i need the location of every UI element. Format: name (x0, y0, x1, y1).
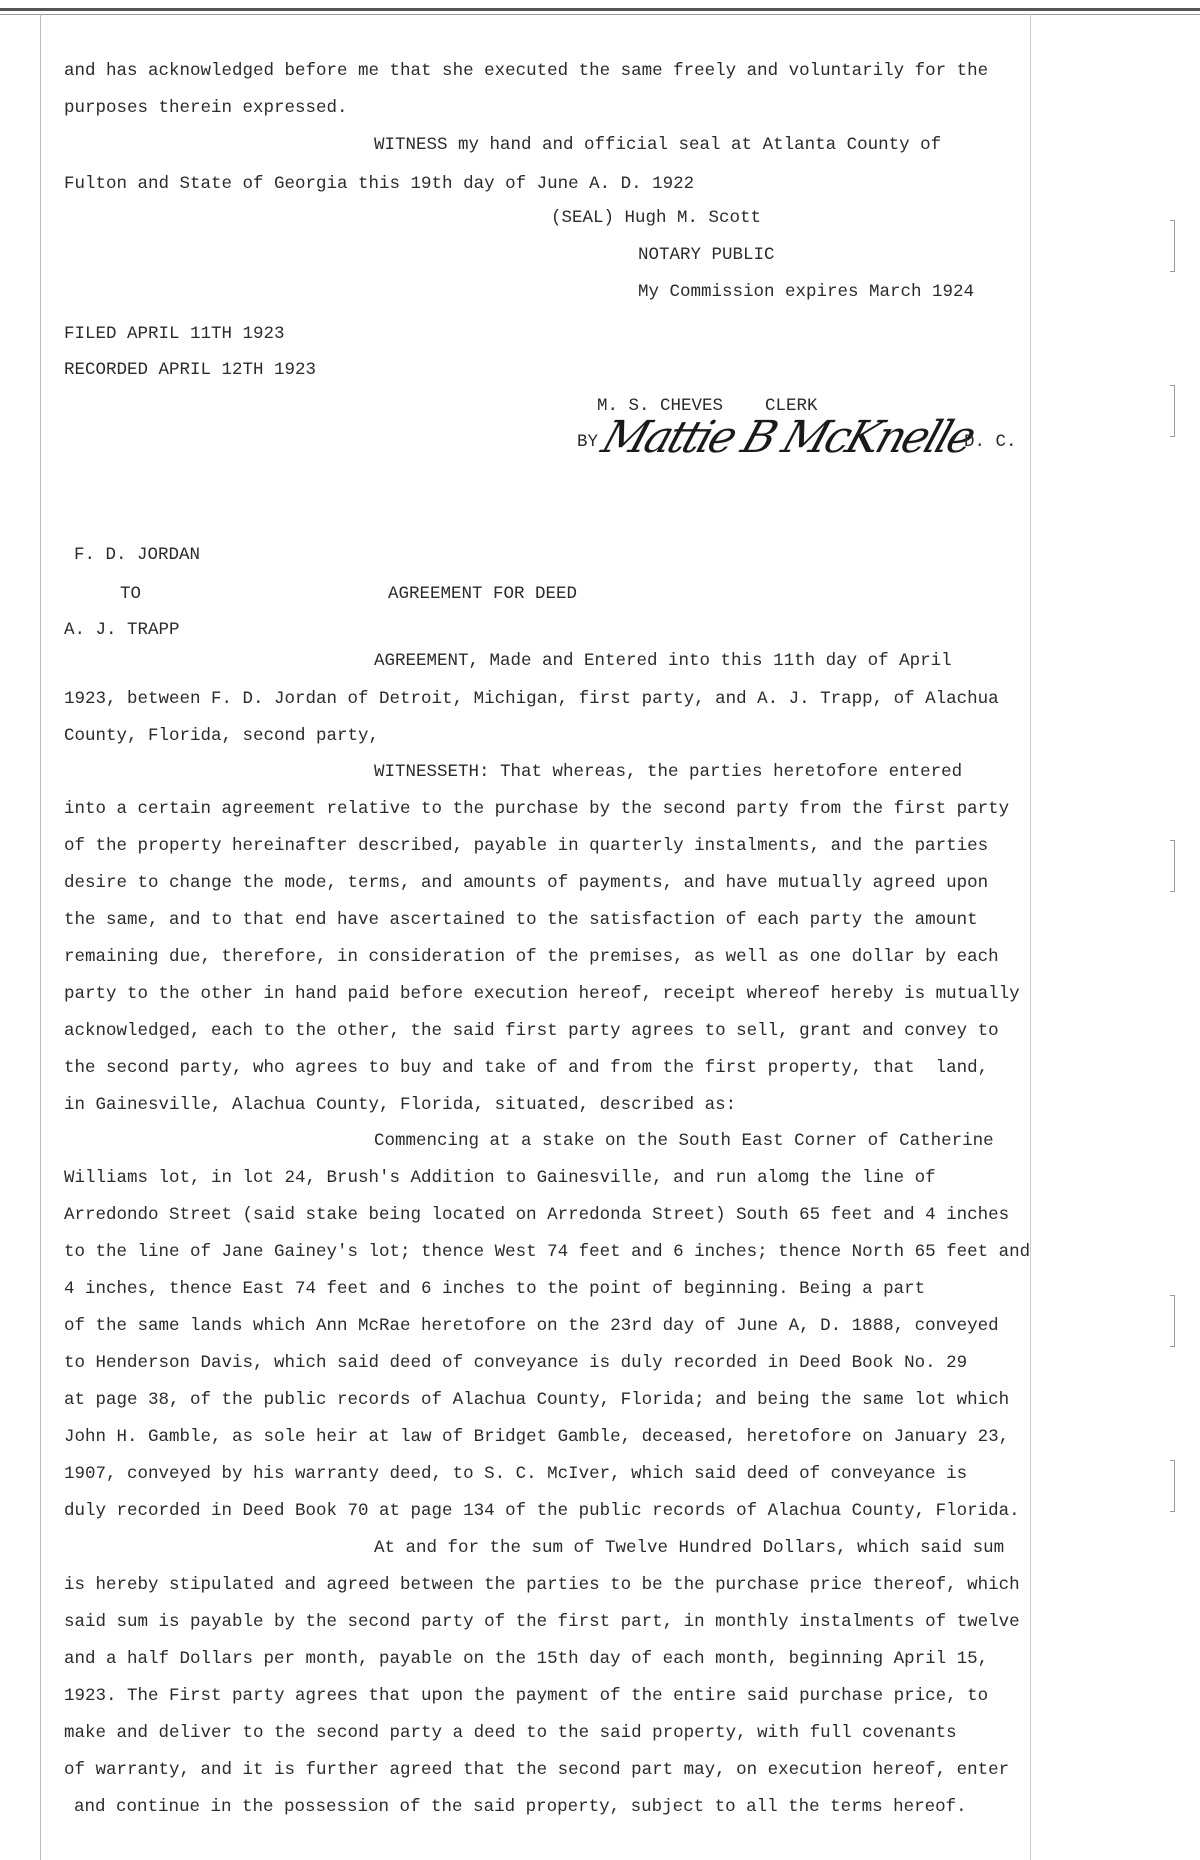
body-line: is hereby stipulated and agreed between the parties to be the purchase price thereof, which (64, 1575, 1020, 1595)
grantor-name: F. D. JORDAN (74, 545, 201, 565)
clerk-signature: Mattie B McKnelle (595, 412, 980, 463)
notary-line: WITNESS my hand and official seal at Atlanta County of (374, 135, 942, 155)
binder-tab-mark (1170, 1460, 1175, 1512)
body-line: party to the other in hand paid before execution hereof, receipt whereof hereby is mutually (64, 984, 1020, 1004)
notary-line: Fulton and State of Georgia this 19th day of June A. D. 1922 (64, 174, 695, 194)
left-margin-rule (40, 14, 41, 1860)
body-line: 1907, conveyed by his warranty deed, to S. C. McIver, which said deed of conveyance is (64, 1464, 968, 1484)
body-line: remaining due, therefore, in consideration of the premises, as well as one dollar by each (64, 947, 999, 967)
body-line: of the same lands which Ann McRae heretofore on the 23rd day of June A, D. 1888, conveyed (64, 1316, 999, 1336)
body-line: make and deliver to the second party a deed to the said property, with full covenants (64, 1723, 957, 1743)
recorded-date: RECORDED APRIL 12TH 1923 (64, 360, 317, 380)
body-line: Arredondo Street (said stake being located on Arredonda Street) South 65 feet and 4 inches (64, 1205, 1010, 1225)
by-label: BY (577, 432, 599, 452)
body-line: 1923. The First party agrees that upon the payment of the entire said purchase price, to (64, 1686, 989, 1706)
body-line: duly recorded in Deed Book 70 at page 134 of the public records of Alachua County, Florida. (64, 1501, 1020, 1521)
body-line: WITNESSETH: That whereas, the parties heretofore entered (374, 762, 963, 782)
notary-seal-signer: (SEAL) Hugh M. Scott (551, 208, 762, 228)
notary-line: and has acknowledged before me that she executed the same freely and voluntarily for the (64, 61, 989, 81)
binder-tab-mark (1170, 220, 1175, 272)
body-line: of warranty, and it is further agreed that the second part may, on execution hereof, enter (64, 1760, 1010, 1780)
body-line: to the line of Jane Gainey's lot; thence West 74 feet and 6 inches; thence North 65 feet and (64, 1242, 1031, 1262)
clerk-name: M. S. CHEVES CLERK (597, 396, 818, 416)
body-line: said sum is payable by the second party of the first part, in monthly instalments of twelve (64, 1612, 1020, 1632)
body-line: Williams lot, in lot 24, Brush's Addition to Gainesville, and run alomg the line of (64, 1168, 936, 1188)
filed-date: FILED APRIL 11TH 1923 (64, 324, 285, 344)
binder-tab-mark (1170, 385, 1175, 437)
body-line: and continue in the possession of the said property, subject to all the terms hereof. (74, 1797, 967, 1817)
body-line: of the property hereinafter described, payable in quarterly instalments, and the parties (64, 836, 989, 856)
body-line: into a certain agreement relative to the purchase by the second party from the first party (64, 799, 1010, 819)
body-line: to Henderson Davis, which said deed of conveyance is duly recorded in Deed Book No. 29 (64, 1353, 968, 1373)
body-line: 1923, between F. D. Jordan of Detroit, Michigan, first party, and A. J. Trapp, of Alachua (64, 689, 999, 709)
right-margin-rule (1030, 14, 1031, 1860)
deputy-clerk-label: D. C. (964, 432, 1017, 452)
body-line: desire to change the mode, terms, and amounts of payments, and have mutually agreed upon (64, 873, 989, 893)
body-line: and a half Dollars per month, payable on the 15th day of each month, beginning April 15, (64, 1649, 989, 1669)
to-label: TO (120, 584, 142, 604)
body-line: County, Florida, second party, (64, 726, 380, 746)
notary-title: NOTARY PUBLIC (638, 245, 775, 265)
body-line: AGREEMENT, Made and Entered into this 11th day of April (374, 651, 952, 671)
body-line: John H. Gamble, as sole heir at law of Bridget Gamble, deceased, heretofore on January 23, (64, 1427, 1010, 1447)
notary-line: purposes therein expressed. (64, 98, 348, 118)
binder-tab-mark (1170, 1295, 1175, 1347)
document-title: AGREEMENT FOR DEED (388, 584, 578, 604)
top-border-rule (0, 14, 1200, 15)
body-line: at page 38, of the public records of Alachua County, Florida; and being the same lot which (64, 1390, 1010, 1410)
body-line: acknowledged, each to the other, the said first party agrees to sell, grant and convey to (64, 1021, 999, 1041)
body-line: the second party, who agrees to buy and take of and from the first property, that land, (64, 1058, 989, 1078)
body-line: in Gainesville, Alachua County, Florida, situated, described as: (64, 1095, 737, 1115)
grantee-name: A. J. TRAPP (64, 620, 180, 640)
body-line: At and for the sum of Twelve Hundred Dollars, which said sum (374, 1538, 1005, 1558)
top-border (0, 8, 1200, 11)
binder-tab-mark (1170, 840, 1175, 892)
body-line: 4 inches, thence East 74 feet and 6 inches to the point of beginning. Being a part (64, 1279, 926, 1299)
notary-commission: My Commission expires March 1924 (638, 282, 975, 302)
body-line: Commencing at a stake on the South East Corner of Catherine (374, 1131, 994, 1151)
body-line: the same, and to that end have ascertained to the satisfaction of each party the amount (64, 910, 978, 930)
